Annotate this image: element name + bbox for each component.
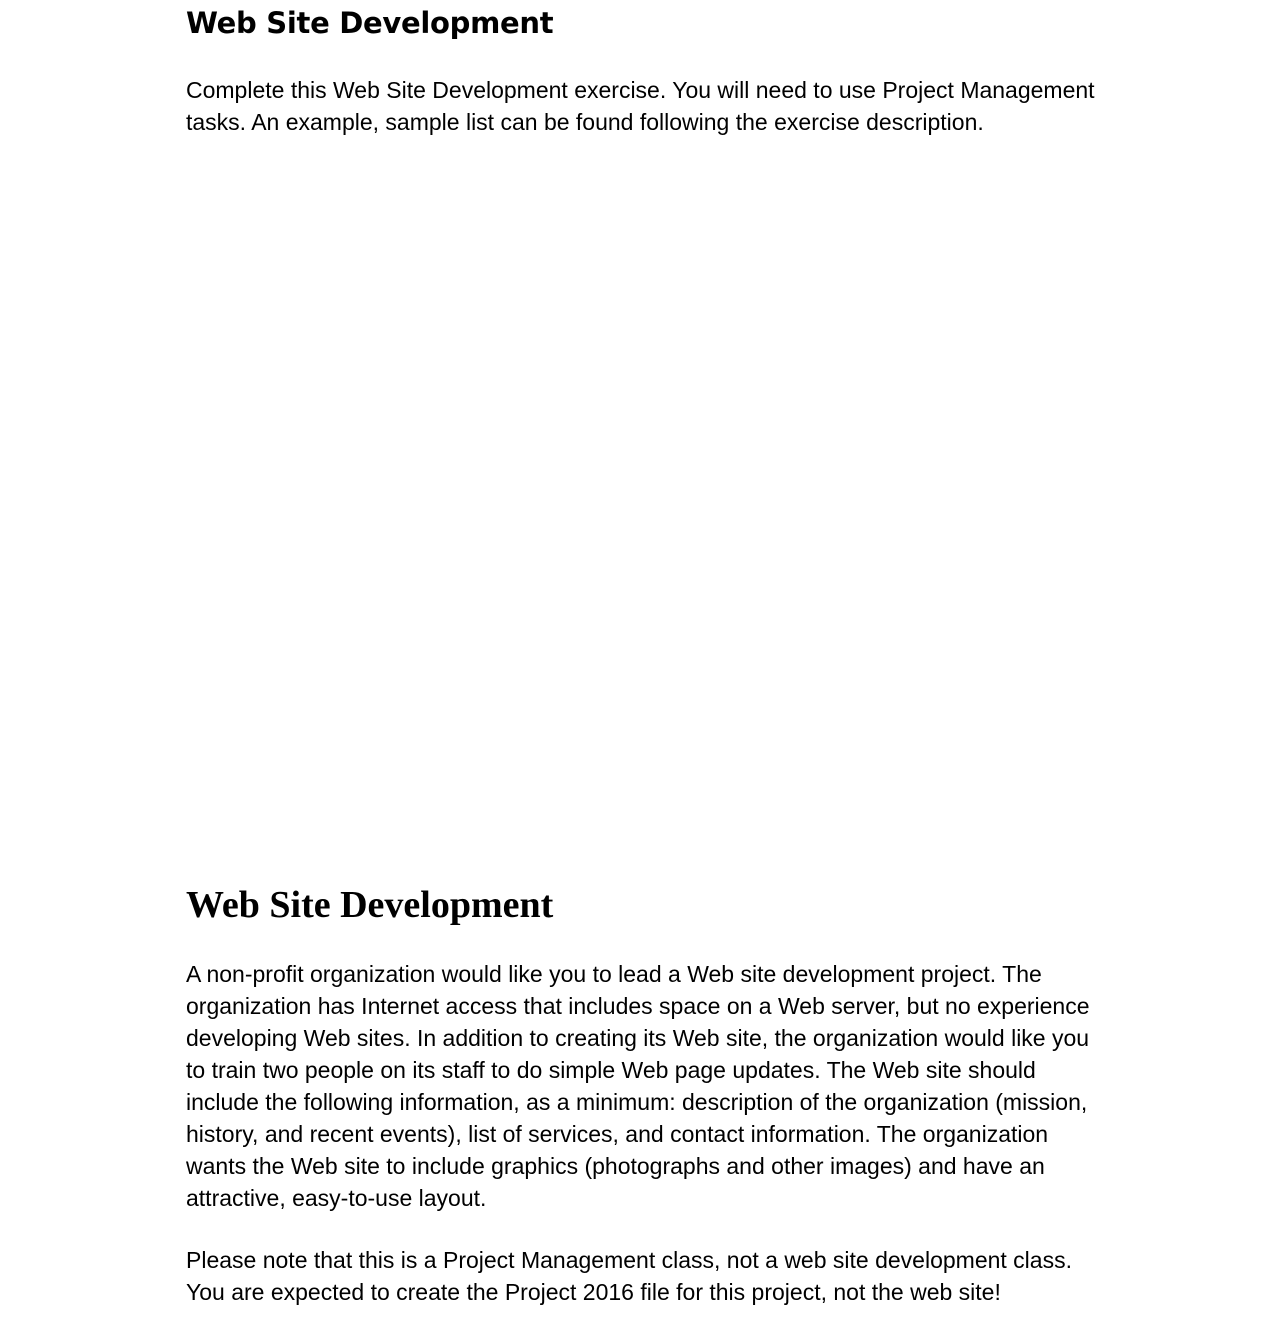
page-title: Web Site Development — [186, 6, 554, 40]
description-paragraph: A non-profit organization would like you to lead a Web site development project. The organization has Internet access that includes space on a Web server, but no experience developing Web sites. In addition to creating its Web site, the organization would like you to train two people on its staff to do simple Web page updates. The Web site should include the following information, as a minimum: description of the organization (mission, history, and recent events), list of services, and contact information. The organization wants the Web site to include graphics (photographs and other images) and have an attractive, easy-to-use layout. — [186, 961, 1090, 1211]
section-title: Web Site Development — [186, 884, 554, 926]
intro-paragraph: Complete this Web Site Development exercise. You will need to use Project Management tasks. An example, sample list can be found following the exercise description. — [186, 77, 1095, 135]
note-paragraph: Please note that this is a Project Management class, not a web site development class. You are expected to create the Project 2016 file for this project, not the web site! — [186, 1247, 1072, 1305]
